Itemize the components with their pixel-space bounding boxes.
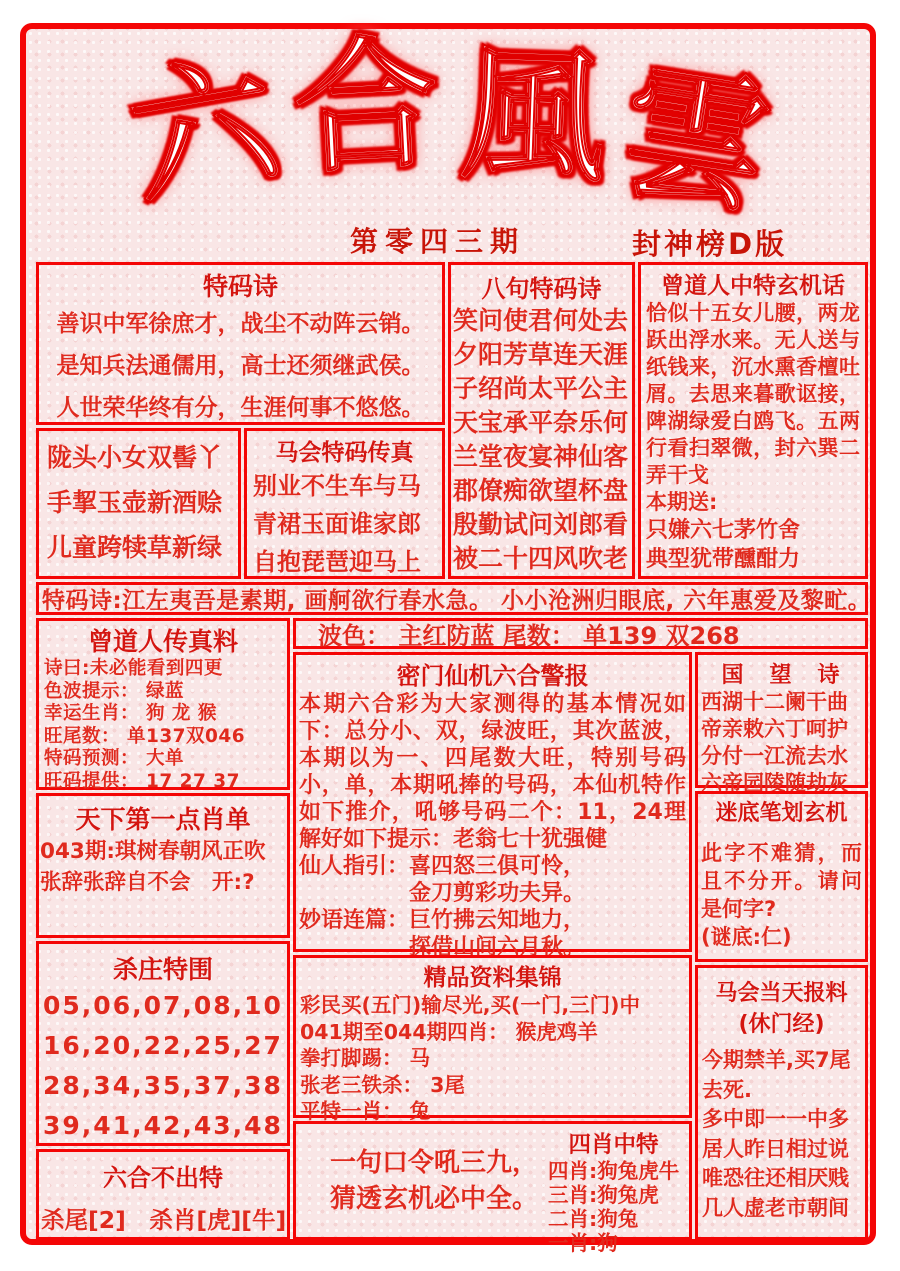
number-lines (39, 986, 287, 1146)
text-line: 多中即一一中多 (702, 1107, 849, 1131)
page-title (0, 18, 900, 237)
text-line: 帝亲敕六丁呵护 (701, 717, 848, 741)
text-line: 今期禁羊,买7尾去死. (702, 1048, 851, 1102)
text-line: 只嫌六七茅竹舍 (646, 518, 801, 543)
box-title: 曾道人中特玄机话 (661, 273, 845, 299)
strip-text: 特码诗:江左夷吾是素期, 画舸欲行春水急。 小小沧洲归眼底, 六年惠爱及黎甿。 (42, 588, 872, 614)
mimen-box (293, 652, 692, 960)
text-line: 妙语连篇：巨竹拂云知地力， (299, 908, 586, 933)
kouling-sixiao-box (293, 1121, 692, 1255)
box-title: 特码诗 (202, 272, 278, 301)
sixiao-rows (538, 1159, 689, 1255)
riddle-answer: (谜底:仁) (701, 925, 792, 949)
issue-number: 第零四三期 (350, 225, 526, 258)
box-title: 六合不出特 (103, 1164, 223, 1192)
text-line: 拳打脚踢： 马 (300, 1046, 431, 1070)
text-line: 仙人指引：喜四怒三俱可怜， (299, 854, 586, 879)
text-line: 分付一江流去水 (701, 744, 848, 768)
baju-poem-box (448, 262, 635, 579)
poem-lines (451, 304, 632, 576)
zengdao-info-box (36, 618, 290, 790)
box-title: 迷底笔划玄机 (715, 801, 848, 826)
box-title: 国 望 诗 (721, 663, 842, 688)
xuanji-box (638, 262, 868, 579)
text-line: 一肖:狗 (548, 1231, 618, 1255)
dianxiao-box (36, 793, 290, 938)
title-char: 合 (289, 18, 444, 196)
text-line: 金刀剪彩功夫异。 (299, 881, 586, 906)
strip-text: 波色： 主红防蓝 尾数： 单139 双268 (318, 622, 740, 650)
text-line: 三肖:狗兔虎 (548, 1183, 659, 1207)
text-line: 青裙玉面谁家郎 (253, 510, 421, 538)
text-line: 兰堂夜宴神仙客 (453, 442, 629, 471)
text-line: 夕阳芳草连天涯 (453, 340, 629, 369)
send-label: 本期送: (646, 490, 718, 514)
title-char: 風 (457, 29, 609, 205)
longtou-poem-box (36, 428, 241, 579)
text-line: 诗曰:未必能看到四更 (44, 658, 223, 679)
text-line: 被二十四风吹老 (453, 544, 629, 573)
text-line: 人世荣华终有分，生涯何事不悠悠。 (56, 395, 425, 421)
box-title: 马会当天报料 (715, 981, 848, 1006)
kouling-lines (296, 1124, 538, 1237)
text-line: 儿童跨犊草新绿 (47, 533, 223, 562)
text-line: 旺码提供： 17 27 37 (44, 770, 241, 792)
tema-poem-box (36, 262, 445, 425)
box-title: 精品资料集锦 (423, 965, 562, 991)
poem-lines (698, 689, 865, 797)
text-line: 旺尾数： 单137双046 (44, 725, 246, 747)
number-line: 28,34,35,37,38 (43, 1071, 283, 1100)
mimen-lines (299, 691, 686, 961)
text-line: 天宝承平奈乐何 (453, 408, 629, 437)
text-line: 善识中军徐庶才，战尘不动阵云销。 (56, 311, 425, 337)
text-line: 是知兵法通儒用，高士还须继武侯。 (56, 353, 425, 379)
shazhuang-box (36, 941, 290, 1146)
riddle-body: 此字不难猜，而且不分开。请问是何字? (701, 841, 862, 921)
text-line: 二肖:狗兔 (548, 1207, 639, 1231)
text-line: 本期六合彩为大家测得的基本情况如下：总分小、双，绿波旺，其次蓝波，本期以为一、四尾数大旺，特别号码小，单，本期吼捧的号码，本仙机特作如下推介，吼够号码二个：11，24理解好如下提示：老翁七十犹强健 (299, 692, 686, 852)
text-line: 043期:琪树春朝风正吹 (40, 839, 266, 864)
text-line: 子绍尚太平公主 (453, 374, 629, 403)
info-rows (39, 658, 287, 793)
edition-label: 封神榜D版 (632, 227, 788, 261)
text-line: 殷勤试问刘郎看 (453, 510, 629, 539)
xuanji-body: 恰似十五女儿腰，两龙跃出浮水来。无人送与纸钱来，沉水熏香檀吐屑。去思来暮歌讴接，陴湖绿爱白鸥飞。五两行看扫翠微，封六巽二弄干戈 (646, 301, 860, 487)
jingpin-box (293, 955, 692, 1123)
poem-lines (39, 836, 287, 898)
text-line: 笑问使君何处去 (453, 306, 629, 335)
buchute-box (36, 1149, 290, 1240)
info-rows (300, 992, 685, 1125)
text-line: 张辞张辞自不会 开:? (40, 870, 255, 895)
text-line: 平特一肖： 兔 (300, 1099, 431, 1123)
bose-strip (293, 618, 868, 649)
box-title: 八句特码诗 (481, 275, 602, 303)
box-title: 四肖中特 (568, 1132, 659, 1158)
number-line: 05,06,07,08,10 (43, 991, 283, 1020)
text-line: 彩民买(五门)输尽光,买(一门,三门)中 (300, 993, 641, 1017)
text-line: 一句口令吼三九， (330, 1147, 539, 1178)
text-line: 探借山间六月秋。 (299, 935, 586, 960)
box-title: 曾道人传真料 (87, 627, 238, 656)
sixiao-block (538, 1124, 689, 1255)
text-line: 幸运生肖： 狗 龙 猴 (44, 703, 217, 724)
midi-riddle-box (695, 791, 868, 962)
text-line: 西湖十二阑干曲 (701, 690, 848, 714)
poem-lines (39, 303, 442, 429)
text-line: 张老三铁杀： 3尾 (300, 1072, 465, 1097)
box-title: 密门仙机六合警报 (396, 662, 589, 690)
chuanzhen-box (244, 428, 445, 579)
text-line: 六帝园陵随劫灰 (701, 771, 848, 795)
text-line: 别业不生车与马 (253, 472, 421, 500)
text-line: 色波提示： 绿蓝 (44, 680, 184, 702)
text-line: 猜透玄机必中全。 (330, 1183, 539, 1214)
box-title: 马会特码传真 (275, 440, 414, 466)
text-line: 特码预测： 大单 (44, 748, 184, 769)
text-line: 杀尾[2] 杀肖[虎][牛] (41, 1206, 287, 1234)
text-line: 041期至044期四肖： 猴虎鸡羊 (300, 1019, 598, 1044)
text-line: 居人昨日相过说 (702, 1136, 849, 1161)
text-line: 典型犹带醺酣力 (646, 547, 801, 572)
title-char: 六 (117, 34, 291, 228)
text-line: 唯恐往还相厌贱 (702, 1166, 849, 1190)
tema-strip (36, 582, 872, 615)
title-char: 雲 (609, 45, 781, 237)
box-title: 杀庄特围 (112, 955, 213, 984)
number-line: 16,20,22,25,27 (43, 1031, 283, 1060)
text-line: 陇头小女双髻丫 (47, 443, 223, 472)
poem-lines (39, 435, 238, 570)
guowang-poem-box (695, 652, 868, 795)
text-line: 自抱琵琶迎马上 (253, 548, 421, 576)
text-line: 几人虚老市朝间 (702, 1195, 849, 1220)
poem-lines (247, 467, 442, 581)
box-subtitle: (休门经) (738, 1012, 825, 1037)
text-line: 手挈玉壶新酒赊 (47, 488, 223, 517)
baoliao-lines (700, 1046, 863, 1223)
box-title: 天下第一点肖单 (75, 805, 251, 834)
text-line: 四肖:狗兔虎牛 (548, 1159, 680, 1183)
text-line: 郡僚痴欲望杯盘 (453, 476, 629, 505)
send-lines (646, 516, 860, 574)
number-line: 39,41,42,43,48 (43, 1111, 283, 1140)
baoliao-box (695, 965, 868, 1240)
